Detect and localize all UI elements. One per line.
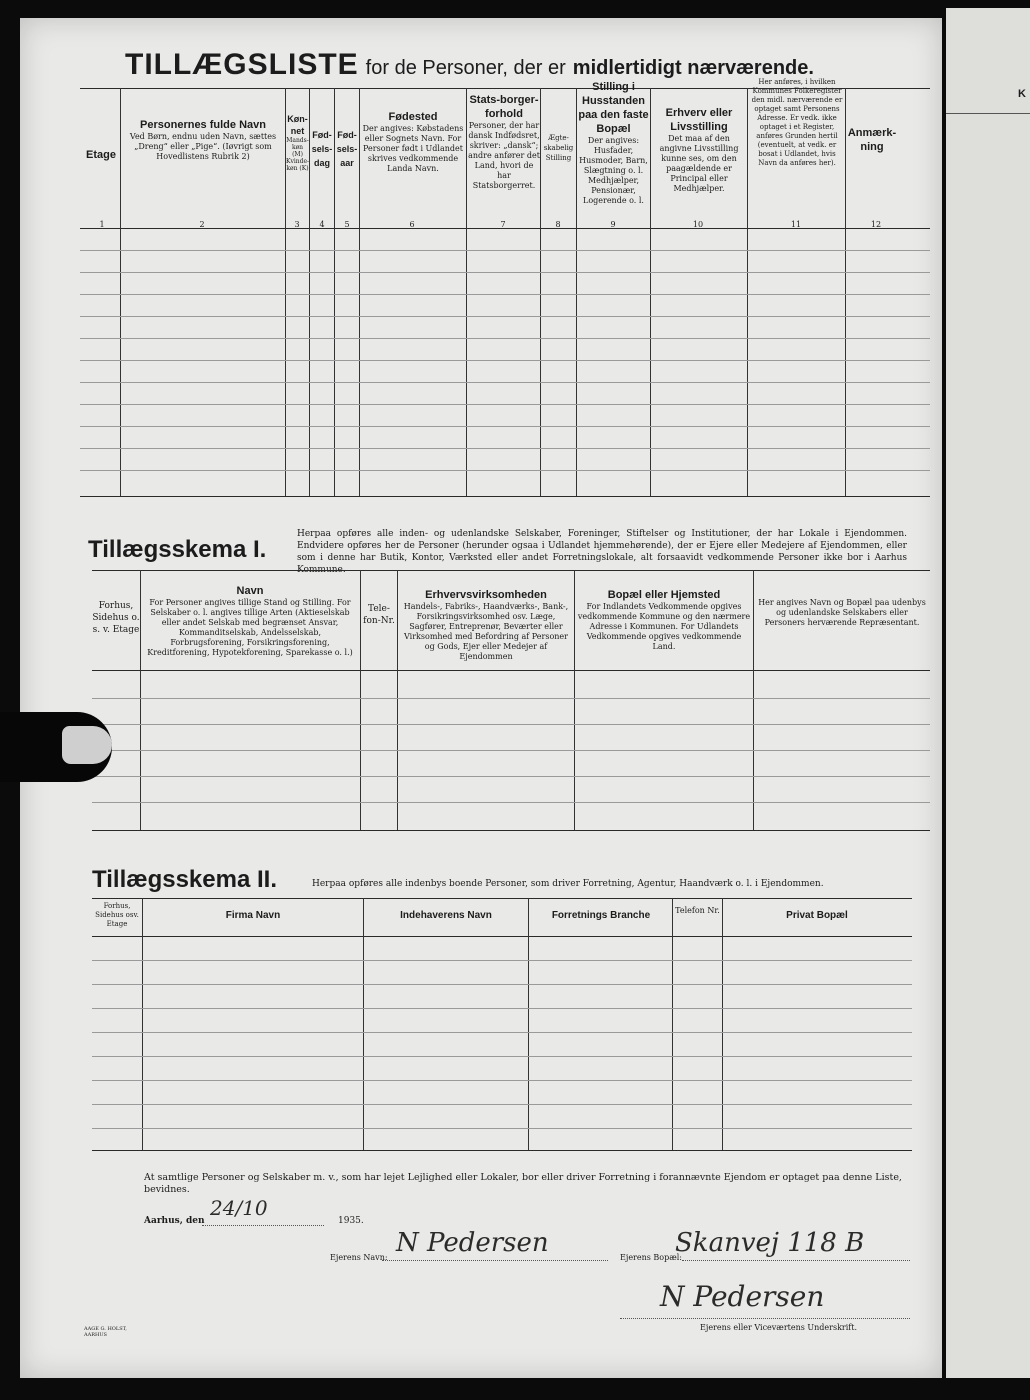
year-label: 1935. xyxy=(338,1216,364,1226)
s2-col-branche-header: Forretnings Branche xyxy=(551,910,651,921)
col-foedselsdag-header: Fød-sels-dag xyxy=(311,130,333,168)
schema1-title: Tillægsskema I. xyxy=(88,536,267,563)
col-koen-header: Køn-net Mands-køn (M) Kvinde-køn (K) xyxy=(286,114,310,172)
col-aegteskab-header: Ægte-skabelig Stilling xyxy=(543,134,574,162)
attestation-statement: At samtlige Personer og Selskaber m. v., som har lejet Lejlighed eller Lokaler, bor eller driver Forretning i forannævnte Ejendom er optaget paa denne Liste, bevidnes. xyxy=(144,1172,902,1195)
date-handwritten: 24/10 xyxy=(210,1196,268,1220)
col-num: 7 xyxy=(500,220,506,229)
s1-col-erhverv-header: Erhvervsvirksomheden Handels-, Fabriks-, Haandværks-, Bank-, Forsikringsvirksomhed osv. Læge, Sagfører, Entreprenør, Beværter eller Virksomhed med Befordring af Personer og Gods, Ejer eller Medejer af Ejendommen xyxy=(403,589,569,661)
col-etage-header: Etage xyxy=(86,149,116,161)
col-adresse-header: Her anføres, i hvilken Kommunes Folkeregister den midl. nærværende er optaget samt Personens Adresse. Er vedk. ikke optaget i et Register, anføres Grunden hertil (eventuelt, at vedk. er bosat i Udlandet, hvis Navn da anføres her). xyxy=(751,78,843,167)
col-num: 1 xyxy=(99,220,105,229)
col-num: 8 xyxy=(555,220,561,229)
owner-name-label: Ejerens Navn: xyxy=(330,1253,388,1262)
col-num: 11 xyxy=(790,220,802,229)
adjacent-page xyxy=(946,8,1030,1378)
col-anmaerkning-header: Anmærk-ning xyxy=(847,127,897,153)
census-form-page xyxy=(20,18,942,1378)
col-num: 10 xyxy=(692,220,704,229)
s2-col-firma-header: Firma Navn xyxy=(225,910,281,921)
s2-col-indehaver-header: Indehaverens Navn xyxy=(400,910,492,921)
col-num: 3 xyxy=(294,220,300,229)
s1-col-etage-header: Forhus, Sidehus o. s. v. Etage xyxy=(92,601,140,635)
signature-label: Ejerens eller Viceværtens Underskrift. xyxy=(700,1323,858,1332)
col-stilling-header: Stilling i Husstanden paa den faste Bopæl Der angives: Husfader, Husmoder, Barn, Slægtning o. l. Medhjælper, Pensionær, Logerende o. l. xyxy=(578,81,649,205)
col-num: 12 xyxy=(870,220,882,229)
col-num: 5 xyxy=(344,220,350,229)
col-num: 6 xyxy=(409,220,415,229)
col-foedselsaar-header: Fød-sels-aar xyxy=(336,130,358,168)
form-title: TILLÆGSLISTE for de Personer, der er midlertidigt nærværende. xyxy=(125,48,814,81)
s1-col-telefon-header: Tele-fon-Nr. xyxy=(363,604,395,626)
col-foedested-header: Fødested Der angives: Købstadens eller Sognets Navn. For Personer født i Udlandet skrives vedkommende Landa Navn. xyxy=(362,111,464,173)
signature-handwritten: N Pedersen xyxy=(660,1280,825,1313)
s2-col-bopael-header: Privat Bopæl xyxy=(786,910,848,921)
schema2-intro: Herpaa opføres alle indenbys boende Personer, som driver Forretning, Agentur, Haandværk o. l. i Ejendommen. xyxy=(312,879,824,889)
col-statsborger-header: Stats-borger-forhold Personer, der har dansk Indfødsret, skriver: „dansk“; andre anfører det Land, hvori de har Statsborgerret. xyxy=(468,94,540,190)
schema2-title: Tillægsskema II. xyxy=(92,866,277,893)
owner-address-label: Ejerens Bopæl: xyxy=(620,1253,683,1262)
col-erhverv-header: Erhverv eller Livsstilling Det maa af den angivne Livsstilling kunne ses, om den paagældende er Principal eller Medhjælper. xyxy=(659,107,739,193)
s1-col-navn-header: Navn For Personer angives tillige Stand og Stilling. For Selskaber o. l. angives tillige Arten (Aktieselskab eller andet Selskab med begrænset Ansvar, Kommanditselskab, Andelsselskab, Forbrugsforening, Forsikringsforening, Kreditforening, Hypotekforening, Sparekasse o. l.) xyxy=(147,585,353,657)
owner-address-handwritten: Skanvej 118 B xyxy=(675,1228,865,1258)
col-num: 2 xyxy=(199,220,205,229)
col-num: 4 xyxy=(319,220,325,229)
thumbnail-occlusion xyxy=(62,726,112,764)
col-navn-header: Personernes fulde Navn Ved Børn, endnu uden Navn, sættes „Dreng“ eller „Pige“. (Iøvrigt som Hovedlistens Rubrik 2) xyxy=(129,119,277,161)
place-label: Aarhus, den xyxy=(144,1216,205,1226)
s2-col-telefon-header: Telefon Nr. xyxy=(675,906,720,915)
adjacent-page-fragment: K xyxy=(1018,88,1026,100)
s2-col-etage-header: Forhus, Sidehus osv. Etage xyxy=(95,902,139,928)
owner-name-handwritten: N Pedersen xyxy=(396,1228,549,1258)
col-num: 9 xyxy=(610,220,616,229)
s1-col-repraesentant-header: Her angives Navn og Bopæl paa udenbys og udenlandske Selskabers eller Personers herværende Repræsentant. xyxy=(758,598,926,627)
printer-mark: AAGE G. HOLST, AARHUS xyxy=(84,1326,127,1338)
s1-col-bopael-header: Bopæl eller Hjemsted For Indlandets Vedkommende opgives vedkommende Kommune og den nærmere Adresse i Kommunen. For Udlandets Vedkommende opgives vedkommende Land. xyxy=(577,589,751,651)
schema1-intro: Herpaa opføres alle inden- og udenlandske Selskaber, Foreninger, Stiftelser og Institutioner, der har Lokale i Ejendommen. Endvidere opføres her de Personer (herunder ogsaa i Udlandet hjemmehørende), der er Ejere eller Medejere af Ejendommen, eller som i denne har Butik, Kontor, Værksted eller andet Forretningslokale, alt forsaavidt vedkommende Personer ikke bor i Aarhus Kommune. xyxy=(297,529,907,575)
